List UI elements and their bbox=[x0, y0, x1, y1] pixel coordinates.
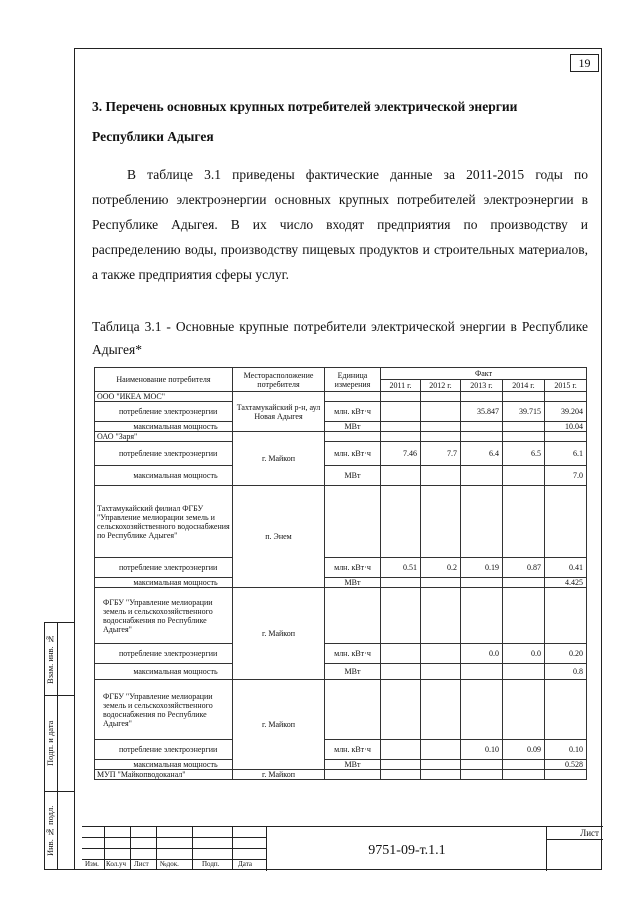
value-cell: 0.10 bbox=[545, 740, 587, 760]
value-cell: 7.7 bbox=[421, 442, 461, 466]
row-label: максимальная мощность bbox=[95, 760, 233, 770]
value-cell bbox=[503, 578, 545, 588]
unit-cell: млн. кВт·ч bbox=[325, 402, 381, 422]
table-row bbox=[95, 402, 587, 422]
table-row bbox=[95, 392, 587, 402]
table-row bbox=[95, 578, 587, 588]
stamp-col-label: Лист bbox=[134, 860, 149, 868]
side-label: Взам. инв. № bbox=[45, 634, 55, 684]
value-cell: 0.2 bbox=[421, 558, 461, 578]
value-cell: 6.5 bbox=[503, 442, 545, 466]
value-cell bbox=[381, 664, 421, 680]
table-row bbox=[95, 432, 587, 442]
stamp-col-label: №док. bbox=[160, 860, 179, 868]
row-label: потребление электроэнергии bbox=[95, 558, 233, 578]
value-cell bbox=[381, 422, 421, 432]
header-year: 2011 г. bbox=[381, 380, 421, 392]
value-cell bbox=[421, 664, 461, 680]
stamp-col-label: Изм. bbox=[85, 860, 99, 868]
value-cell: 39.715 bbox=[503, 402, 545, 422]
header-location: Месторасположение потребителя bbox=[233, 368, 325, 392]
value-cell bbox=[381, 760, 421, 770]
heading-line-2: Республики Адыгея bbox=[92, 129, 214, 144]
value-cell: 0.0 bbox=[503, 644, 545, 664]
value-cell: 7.0 bbox=[545, 466, 587, 486]
value-cell: 0.19 bbox=[461, 558, 503, 578]
location-cell: г. Майкоп bbox=[233, 588, 325, 680]
title-block bbox=[82, 826, 602, 870]
value-cell: 39.204 bbox=[545, 402, 587, 422]
value-cell: 4.425 bbox=[545, 578, 587, 588]
heading-line-1: 3. Перечень основных крупных потребителей электрической энергии bbox=[92, 99, 518, 114]
header-year: 2012 г. bbox=[421, 380, 461, 392]
intro-paragraph: В таблице 3.1 приведены фактические данные за 2011-2015 годы по потреблению электроэнергии основных крупных потребителей электроэнергии в Республике Адыгея. В их число входят предприятия по производству и распределению воды, производству пищевых продуктов и строительных материалов, а также предприятия сферы услуг. bbox=[92, 167, 588, 282]
table-row bbox=[95, 760, 587, 770]
value-cell: 0.8 bbox=[545, 664, 587, 680]
unit-cell: млн. кВт·ч bbox=[325, 442, 381, 466]
value-cell bbox=[381, 466, 421, 486]
value-cell: 0.10 bbox=[461, 740, 503, 760]
value-cell bbox=[421, 644, 461, 664]
org-name: ООО "ИКЕА МОС" bbox=[95, 392, 233, 402]
value-cell: 0.87 bbox=[503, 558, 545, 578]
location-cell: Тахтамукайский р-н, аул Новая Адыгея bbox=[233, 392, 325, 432]
row-label: потребление электроэнергии bbox=[95, 402, 233, 422]
value-cell: 0.528 bbox=[545, 760, 587, 770]
row-label: максимальная мощность bbox=[95, 422, 233, 432]
value-cell bbox=[421, 760, 461, 770]
header-year: 2014 г. bbox=[503, 380, 545, 392]
header-unit: Единица измерения bbox=[325, 368, 381, 392]
unit-cell: МВт bbox=[325, 760, 381, 770]
stamp-col-label: Подп. bbox=[202, 860, 220, 868]
org-name: ОАО "Заря" bbox=[95, 432, 233, 442]
unit-cell: МВт bbox=[325, 422, 381, 432]
org-name: МУП "Майкопводоканал" bbox=[95, 770, 233, 780]
header-fact: Факт bbox=[381, 368, 587, 380]
location-cell: г. Майкоп bbox=[233, 770, 325, 780]
value-cell bbox=[461, 578, 503, 588]
value-cell bbox=[381, 644, 421, 664]
table-row bbox=[95, 466, 587, 486]
consumers-table bbox=[94, 367, 587, 780]
location-cell: п. Энем bbox=[233, 486, 325, 588]
row-label: потребление электроэнергии bbox=[95, 644, 233, 664]
row-label: потребление электроэнергии bbox=[95, 740, 233, 760]
value-cell bbox=[503, 760, 545, 770]
value-cell bbox=[421, 740, 461, 760]
value-cell bbox=[381, 578, 421, 588]
row-label: максимальная мощность bbox=[95, 578, 233, 588]
table-row bbox=[95, 770, 587, 780]
stamp-col-label: Дата bbox=[238, 860, 252, 868]
value-cell bbox=[381, 740, 421, 760]
value-cell bbox=[421, 466, 461, 486]
row-label: максимальная мощность bbox=[95, 664, 233, 680]
value-cell: 7.46 bbox=[381, 442, 421, 466]
unit-cell: МВт bbox=[325, 466, 381, 486]
table-caption: Таблица 3.1 - Основные крупные потребители электрической энергии в Республике Адыгея* bbox=[92, 319, 588, 357]
value-cell bbox=[461, 466, 503, 486]
table-row bbox=[95, 442, 587, 466]
value-cell bbox=[503, 466, 545, 486]
stamp-col-label: Кол.уч bbox=[106, 860, 126, 868]
table-row bbox=[95, 558, 587, 578]
page-number: 19 bbox=[570, 54, 599, 72]
table-row bbox=[95, 644, 587, 664]
location-cell: г. Майкоп bbox=[233, 680, 325, 770]
org-name: ФГБУ "Управление мелиорации земель и сельскохозяйственного водоснабжения по Республике Адыгея" bbox=[95, 680, 233, 740]
value-cell bbox=[461, 664, 503, 680]
value-cell: 0.51 bbox=[381, 558, 421, 578]
side-stamp bbox=[44, 622, 74, 870]
value-cell: 0.09 bbox=[503, 740, 545, 760]
value-cell: 10.04 bbox=[545, 422, 587, 432]
section-heading bbox=[92, 92, 592, 152]
value-cell: 6.4 bbox=[461, 442, 503, 466]
row-label: потребление электроэнергии bbox=[95, 442, 233, 466]
table-row bbox=[95, 588, 587, 644]
value-cell: 0.41 bbox=[545, 558, 587, 578]
value-cell bbox=[503, 422, 545, 432]
header-name: Наименование потребителя bbox=[95, 368, 233, 392]
value-cell bbox=[421, 422, 461, 432]
value-cell bbox=[461, 422, 503, 432]
value-cell: 0.0 bbox=[461, 644, 503, 664]
table-row bbox=[95, 486, 587, 558]
side-label: Подп. и дата bbox=[45, 720, 55, 766]
value-cell bbox=[461, 760, 503, 770]
value-cell bbox=[381, 402, 421, 422]
table-row bbox=[95, 740, 587, 760]
unit-cell: млн. кВт·ч bbox=[325, 644, 381, 664]
unit-cell: млн. кВт·ч bbox=[325, 558, 381, 578]
org-name: Тахтамукайский филиал ФГБУ "Управление мелиорации земель и сельскохозяйственного водоснабжения по Республике Адыгея" bbox=[95, 486, 233, 558]
header-year: 2015 г. bbox=[545, 380, 587, 392]
sheet-box bbox=[546, 826, 603, 871]
value-cell bbox=[421, 402, 461, 422]
table-row bbox=[95, 664, 587, 680]
unit-cell: млн. кВт·ч bbox=[325, 740, 381, 760]
value-cell bbox=[421, 578, 461, 588]
unit-cell: МВт bbox=[325, 578, 381, 588]
location-cell: г. Майкоп bbox=[233, 432, 325, 486]
table-row bbox=[95, 680, 587, 740]
document-code: 9751-09-т.1.1 bbox=[266, 826, 547, 871]
side-label: Инв. № подл. bbox=[45, 805, 55, 857]
value-cell bbox=[503, 664, 545, 680]
header-year: 2013 г. bbox=[461, 380, 503, 392]
value-cell: 0.20 bbox=[545, 644, 587, 664]
sheet-label: Лист bbox=[547, 827, 603, 840]
value-cell: 6.1 bbox=[545, 442, 587, 466]
table-row bbox=[95, 422, 587, 432]
org-name: ФГБУ "Управление мелиорации земель и сельскохозяйственного водоснабжения по Республике Адыгея" bbox=[95, 588, 233, 644]
unit-cell: МВт bbox=[325, 664, 381, 680]
row-label: максимальная мощность bbox=[95, 466, 233, 486]
value-cell: 35.847 bbox=[461, 402, 503, 422]
